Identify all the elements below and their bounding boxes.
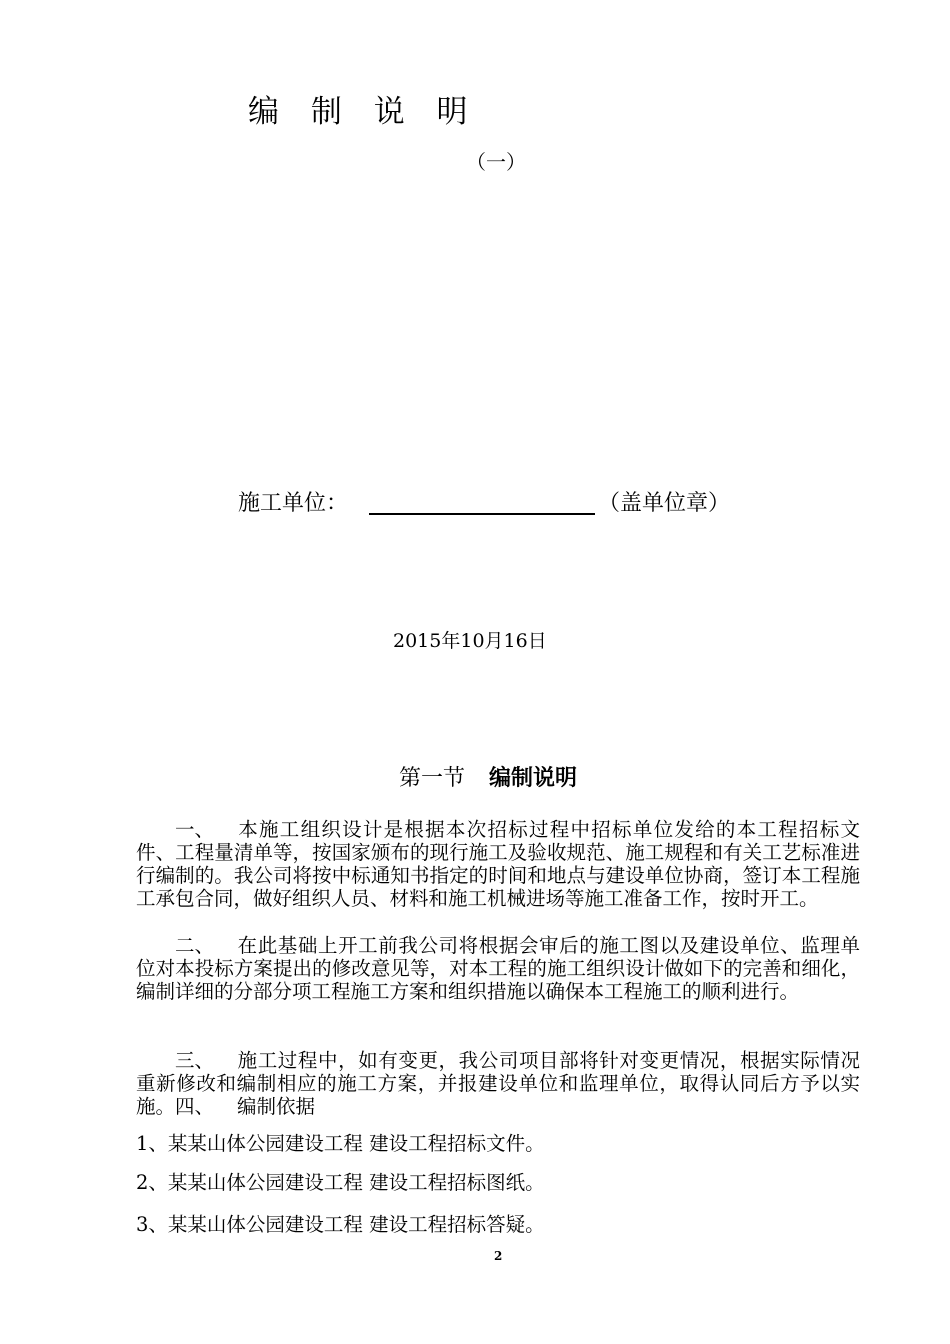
paragraph-label: 二、: [175, 934, 215, 957]
section-number: 第一节: [399, 766, 466, 791]
paragraph-text: 在此基础上开工前我公司将根据会审后的施工图以及建设单位、监理单位对本投标方案提出的修改意见等，对本工程的施工组织设计做如下的完善和细化，编制详细的分部分项工程施工方案和组织措施以确保本工程施工的顺利进行。: [136, 934, 860, 1003]
paragraph-label: 三、: [175, 1049, 215, 1072]
paragraph-text: 施工过程中，如有变更，我公司项目部将针对变更情况，根据实际情况重新修改和编制相应的施工方案，并报建设单位和监理单位，取得认同后方予以实施。: [136, 1049, 860, 1118]
page-number: 2: [494, 1249, 503, 1263]
paragraph-4: [136, 1095, 860, 1118]
construction-unit-label: 施工单位：: [238, 491, 349, 516]
seal-note: （盖单位章）: [598, 491, 731, 516]
paragraph-text: 编制依据: [237, 1095, 316, 1118]
paragraph-2: [136, 934, 860, 1003]
paragraph-text: 本施工组织设计是根据本次招标过程中招标单位发给的本工程招标文件、工程量清单等，按国家颁布的现行施工及验收规范、施工规程和有关工艺标准进行编制的。我公司将按中标通知书指定的时间和地点与建设单位协商，签订本工程施工承包合同，做好组织人员、材料和施工机械进场等施工准备工作，按时开工。: [136, 818, 860, 910]
section-heading: [399, 761, 577, 792]
basis-item: 1、某某山体公园建设工程 建设工程招标文件。: [136, 1132, 545, 1155]
paragraph-label: 一、: [175, 818, 215, 841]
basis-item: 2、某某山体公园建设工程 建设工程招标图纸。: [136, 1171, 545, 1194]
paragraph-label: 四、: [175, 1095, 215, 1118]
basis-item: 3、某某山体公园建设工程 建设工程招标答疑。: [136, 1213, 545, 1236]
section-title: 编制说明: [489, 765, 578, 791]
construction-unit-blank-line: [369, 513, 595, 515]
document-title: 编 制 说 明: [248, 94, 479, 130]
document-date: 2015年10月16日: [393, 630, 547, 652]
document-subtitle: （一）: [466, 150, 526, 174]
paragraph-1: [136, 818, 860, 910]
